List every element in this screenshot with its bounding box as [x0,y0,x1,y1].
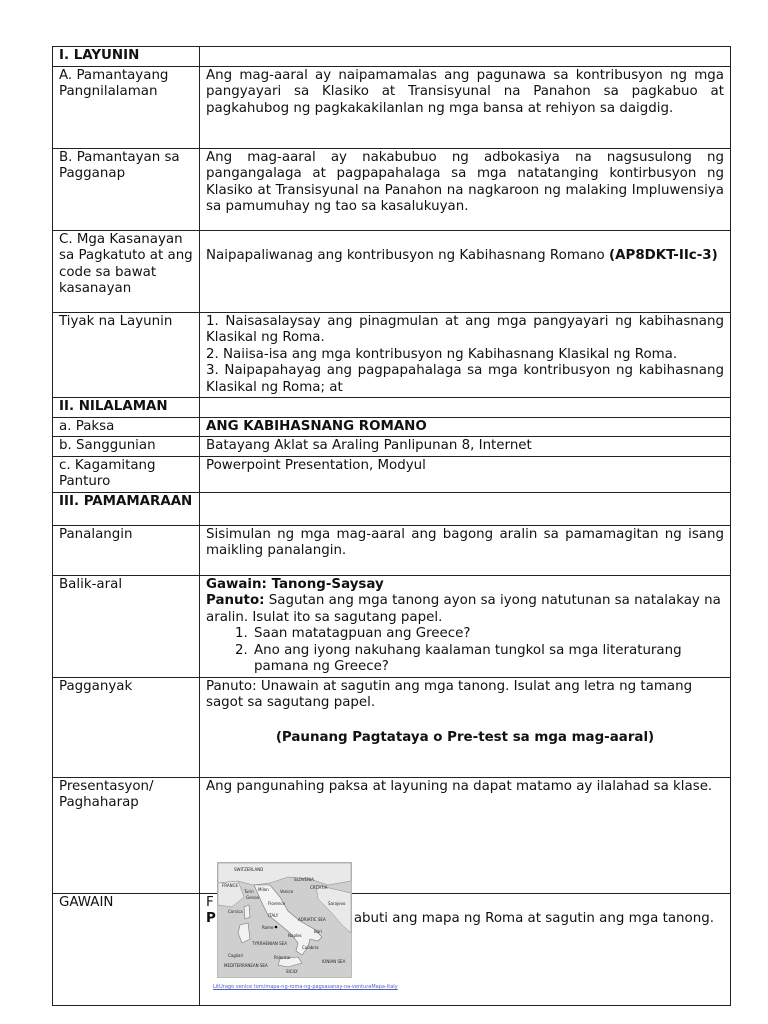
map-label: Venice [280,889,294,894]
pagganap-text: Ang mag-aaral ay nakabubuo ng adbokasiya na nagsusulong ng pangangalaga at pagpapahalaga sa mga natatanging kontirbusyon ng Klasiko at Transisyunal na Panahon na nagkaroon ng malaking Impluwensiya sa pamumuhay ng tao sa kasalukuyan. [200,148,731,230]
pamamaraan-header-blank [200,492,731,525]
tiyak-item: 1. Naisasalaysay ang pinagmulan at ang mga pangyayari ng kabihasnang Klasikal ng Roma. [206,313,724,345]
map-label: Calabria [302,945,319,950]
gawain-label: GAWAIN [53,893,200,1005]
kasanayan-code: (AP8DKT-IIc-3) [609,247,718,263]
kasanayan-label: C. Mga Kasanayan sa Pagkatuto at ang code sa bawat kasanayan [53,230,200,312]
map-label: ITALY [268,913,279,918]
sanggunian-value: Batayang Aklat sa Araling Panlipunan 8, Internet [200,437,731,457]
pagganyak-cell [200,677,731,777]
balik-aral-panuto-text: Sagutan ang mga tanong ayon sa iyong natutunan sa natalakay na aralin. Isulat ito sa sagutang papel. [206,593,721,625]
map-label: CROATIA [310,885,328,890]
layunin-header: I. LAYUNIN [53,47,200,67]
kasanayan-cell [200,230,731,312]
kagamitan-label: c. Kagamitang Panturo [53,456,200,492]
panalangin-text: Sisimulan ng mga mag-aaral ang bagong aralin sa pamamagitan ng isang maikling panalangin. [200,525,731,575]
balik-aral-title: Gawain: Tanong-Saysay [206,576,384,592]
map-label: Milan [258,887,269,892]
tiyak-label: Tiyak na Layunin [53,312,200,398]
map-label: Turin [244,889,254,894]
pamantayang-text: Ang mag-aaral ay naipamamalas ang pagunawa sa kontribusyon ng mga pangyayari sa Klasiko at Transisyunal na Panahon sa pagkabuo at pagkahubog ng pagkakakilanlan ng mga bansa at rehiyon sa daigdig. [200,66,731,148]
tiyak-item: 3. Naipapahayag ang pagpapahalaga sa mga kontribusyon ng kabihasnang Klasikal ng Roma; at [206,363,724,395]
map-label: TYRRHENIAN SEA [252,941,287,946]
pagganyak-note: (Paunang Pagtataya o Pre-test sa mga mag-aaral) [275,729,655,745]
nilalaman-header: II. NILALAMAN [53,398,200,418]
map-caption-link[interactable]: LitUrago venice tom/mapa-ng-roma-ng-pagsasanay-na-venturaMapa-Italy [213,984,398,990]
gawain-panuto-lead: P [206,911,216,926]
map-label: FRANCE [222,883,238,888]
map-label: Florence [268,901,286,906]
tiyak-cell [200,312,731,398]
map-label: SICILY [286,969,298,974]
pamamaraan-header: III. PAMAMARAAN [53,492,200,525]
sanggunian-label: b. Sanggunian [53,437,200,457]
map-label: Bari [314,929,322,934]
paksa-value: ANG KABIHASNANG ROMANO [200,417,731,437]
gawain-line1: F [206,894,214,910]
nilalaman-header-blank [200,398,731,418]
panalangin-label: Panalangin [53,525,200,575]
balik-aral-cell [200,575,731,677]
kagamitan-value: Powerpoint Presentation, Modyul [200,456,731,492]
map-label: IONIAN SEA [322,959,346,964]
paksa-label: a. Paksa [53,417,200,437]
map-label: Palermo [274,955,291,960]
balik-aral-questions [206,626,724,676]
balik-aral-question: 1. Saan matatagpuan ang Greece? [252,626,724,643]
map-label: Corsica [228,909,243,914]
map-corsica-land [244,905,250,919]
map-label: Rome [262,925,274,930]
kasanayan-text: Naipapaliwanag ang kontribusyon ng Kabihasnang Romano [206,247,610,263]
map-label: MEDITERRANEAN SEA [224,963,268,968]
tiyak-item: 2. Naiisa-isa ang mga kontribusyon ng Kabihasnang Klasikal ng Roma. [206,346,678,362]
presentasyon-label: Presentasyon/ Paghaharap [53,777,200,893]
pamantayang-label: A. Pamantayang Pangnilalaman [53,66,200,148]
presentasyon-text: Ang pangunahing paksa at layuning na dapat matamo ay ilalahad sa klase. [200,777,731,893]
italy-map-image [217,862,352,978]
pagganyak-label: Pagganyak [53,677,200,777]
map-label: Sarajevo [328,901,346,906]
map-label: SLOVENIA [294,877,314,882]
pagganap-label: B. Pamantayan sa Pagganap [53,148,200,230]
map-label: ADRIATIC SEA [298,917,326,922]
balik-aral-question: 2. Ano ang iyong nakuhang kaalaman tungkol sa mga literaturang pamana ng Greece? [252,643,724,676]
map-label: SWITZERLAND [234,867,264,872]
balik-aral-label: Balik-aral [53,575,200,677]
balik-aral-panuto-label: Panuto: [206,593,265,608]
gawain-panuto-rest: abuti ang mapa ng Roma at sagutin ang mga tanong. [353,911,714,926]
map-label: Genoa [246,895,259,900]
italy-map-svg [218,863,351,977]
pagganyak-text: Panuto: Unawain at sagutin ang mga tanong. Isulat ang letra ng tamang sagot sa sagutang papel. [206,678,693,710]
layunin-header-blank [200,47,731,67]
map-label: Cagliari [228,953,244,958]
map-label: Naples [288,933,302,938]
map-rome-dot [275,926,278,929]
lesson-plan-table [52,46,731,1006]
